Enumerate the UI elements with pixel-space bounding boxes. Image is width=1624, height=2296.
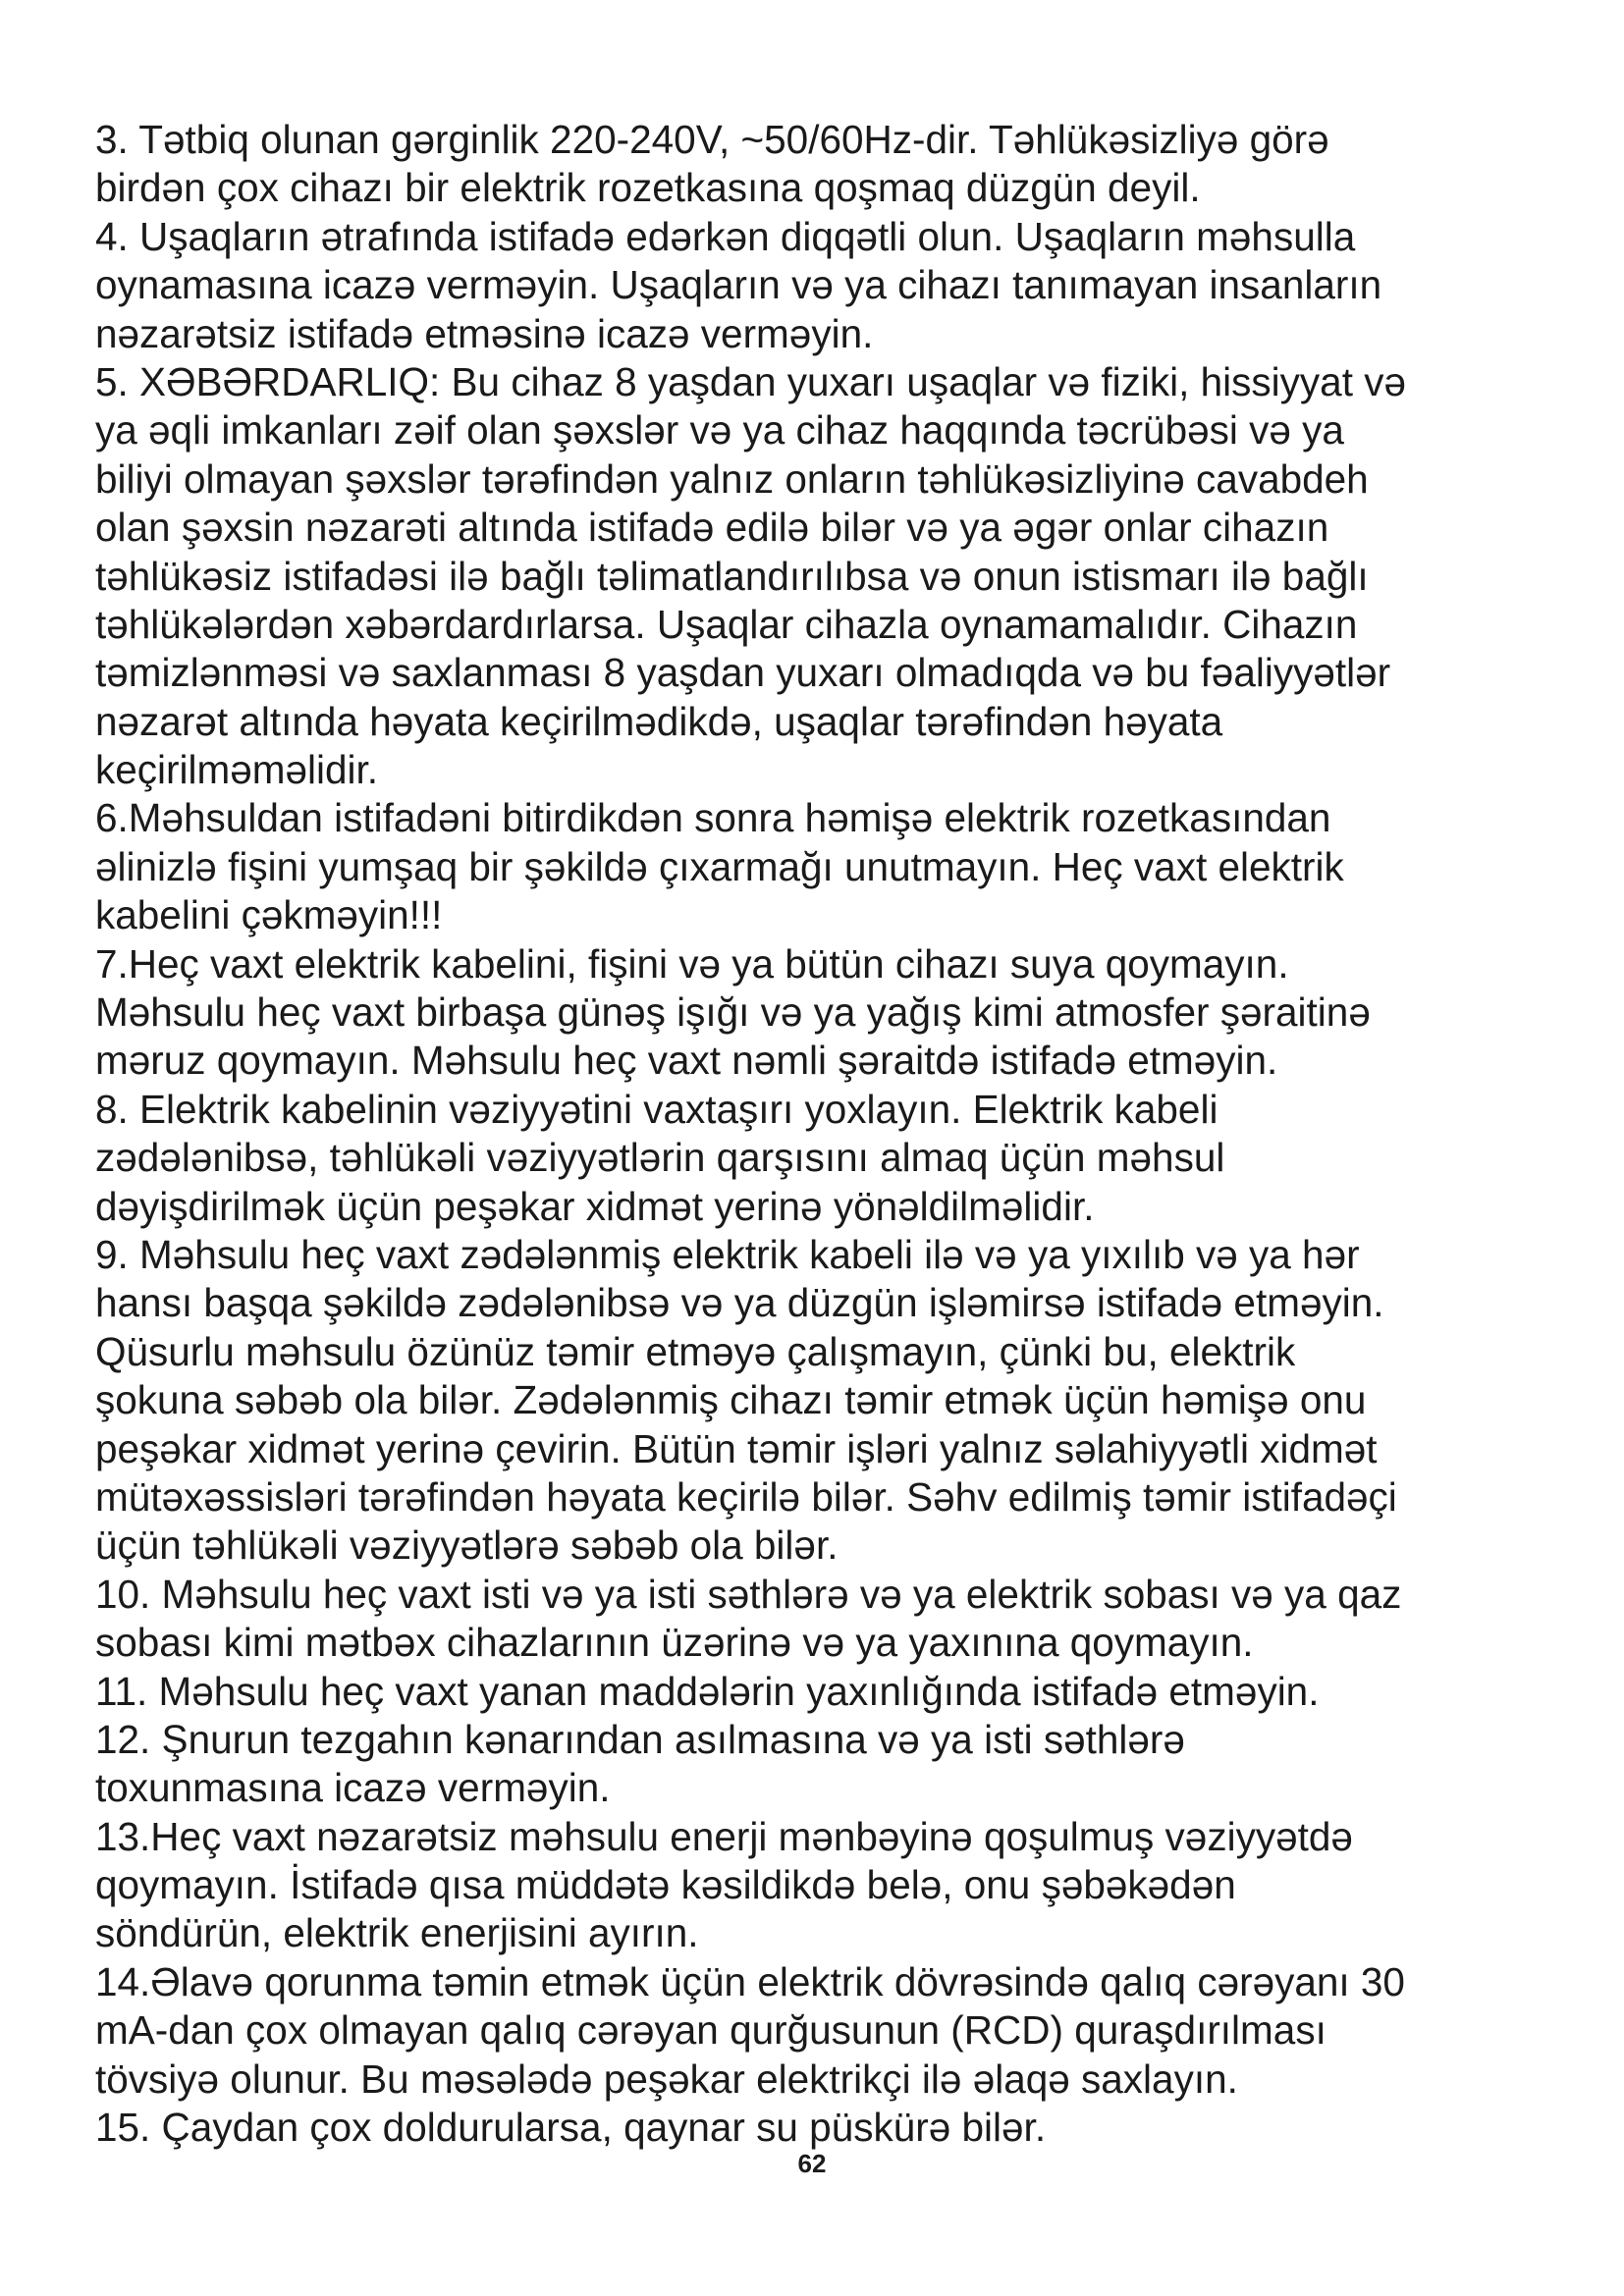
text-line: 12. Şnurun tezgahın kənarından asılmasına və ya isti səthlərə: [95, 1716, 1185, 1762]
text-line: 11. Məhsulu heç vaxt yanan maddələrin yaxınlığında istifadə etməyin.: [95, 1668, 1320, 1714]
text-line: məruz qoymayın. Məhsulu heç vaxt nəmli şəraitdə istifadə etməyin.: [95, 1038, 1278, 1084]
text-line: üçün təhlükəli vəziyyətlərə səbəb ola bilər.: [95, 1522, 839, 1569]
text-line: hansı başqa şəkildə zədələnibsə və ya düzgün işləmirsə istifadə etməyin.: [95, 1280, 1384, 1326]
text-line: 3. Tətbiq olunan gərginlik 220-240V, ~50/60Hz-dir. Təhlükəsizliyə görə: [95, 117, 1329, 162]
text-line: Məhsulu heç vaxt birbaşa günəş işığı və ya yağış kimi atmosfer şəraitinə: [95, 989, 1371, 1036]
text-line: 15. Çaydan çox doldurularsa, qaynar su püskürə bilər.: [95, 2105, 1047, 2151]
text-line: birdən çox cihazı bir elektrik rozetkasına qoşmaq düzgün deyil.: [95, 165, 1201, 211]
text-line: təmizlənməsi və saxlanması 8 yaşdan yuxarı olmadıqda və bu fəaliyyətlər: [95, 650, 1391, 696]
text-line: şokuna səbəb ola bilər. Zədələnmiş cihazı təmir etmək üçün həmişə onu: [95, 1377, 1367, 1423]
text-line: qoymayın. İstifadə qısa müddətə kəsildikdə belə, onu şəbəkədən: [95, 1862, 1236, 1908]
text-line: 14.Əlavə qorunma təmin etmək üçün elektrik dövrəsində qalıq cərəyanı 30: [95, 1958, 1405, 2004]
text-line: 7.Heç vaxt elektrik kabelini, fişini və ya bütün cihazı suya qoymayın.: [95, 940, 1289, 987]
text-line: dəyişdirilmək üçün peşəkar xidmət yerinə yönəldilməlidir.: [95, 1183, 1095, 1229]
text-line: peşəkar xidmət yerinə çevirin. Bütün təmir işləri yalnız səlahiyyətli xidmət: [95, 1425, 1378, 1471]
text-line: toxunmasına icazə verməyin.: [95, 1765, 611, 1811]
page-number: 62: [797, 2149, 827, 2178]
text-line: 13.Heç vaxt nəzarətsiz məhsulu enerji mənbəyinə qoşulmuş vəziyyətdə: [95, 1813, 1353, 1859]
text-line: oynamasına icazə verməyin. Uşaqların və ya cihazı tanımayan insanların: [95, 262, 1382, 308]
safety-instructions-text: [95, 116, 1546, 2152]
text-line: olan şəxsin nəzarəti altında istifadə edilə bilər və ya əgər onlar cihazın: [95, 505, 1329, 551]
text-line: nəzarət altında həyata keçirilmədikdə, uşaqlar tərəfindən həyata: [95, 698, 1223, 744]
text-line: mütəxəssisləri tərəfindən həyata keçirilə bilər. Səhv edilmiş təmir istifadəçi: [95, 1473, 1397, 1520]
text-line: təhlükələrdən xəbərdardırlarsa. Uşaqlar cihazla oynamamalıdır. Cihazın: [95, 601, 1358, 647]
text-line: təhlükəsiz istifadəsi ilə bağlı təlimatlandırılıbsa və onun istismarı ilə bağlı: [95, 553, 1369, 599]
text-line: söndürün, elektrik enerjisini ayırın.: [95, 1910, 699, 1956]
text-line: 6.Məhsuldan istifadəni bitirdikdən sonra həmişə elektrik rozetkasından: [95, 795, 1331, 841]
text-line: 4. Uşaqların ətrafında istifadə edərkən diqqətli olun. Uşaqların məhsulla: [95, 213, 1356, 259]
text-line: nəzarətsiz istifadə etməsinə icazə verməyin.: [95, 310, 874, 356]
text-line: 5. XƏBƏRDARLIQ: Bu cihaz 8 yaşdan yuxarı uşaqlar və fiziki, hissiyyat və: [95, 358, 1406, 404]
text-line: ya əqli imkanları zəif olan şəxslər və ya cihaz haqqında təcrübəsi və ya: [95, 407, 1344, 454]
text-line: 8. Elektrik kabelinin vəziyyətini vaxtaşırı yoxlayın. Elektrik kabeli: [95, 1086, 1218, 1132]
text-line: mA-dan çox olmayan qalıq cərəyan qurğusunun (RCD) quraşdırılması: [95, 2007, 1326, 2054]
text-line: kabelini çəkməyin!!!: [95, 892, 443, 938]
text-line: 10. Məhsulu heç vaxt isti və ya isti səthlərə və ya elektrik sobası və ya qaz: [95, 1571, 1402, 1617]
text-line: əlinizlə fişini yumşaq bir şəkildə çıxarmağı unutmayın. Heç vaxt elektrik: [95, 843, 1344, 889]
text-line: 9. Məhsulu heç vaxt zədələnmiş elektrik kabeli ilə və ya yıxılıb və ya hər: [95, 1231, 1360, 1277]
text-line: tövsiyə olunur. Bu məsələdə peşəkar elektrikçi ilə əlaqə saxlayın.: [95, 2056, 1238, 2102]
text-line: zədələnibsə, təhlükəli vəziyyətlərin qarşısını almaq üçün məhsul: [95, 1135, 1225, 1181]
text-line: keçirilməməlidir.: [95, 747, 379, 793]
text-line: Qüsurlu məhsulu özünüz təmir etməyə çalışmayın, çünki bu, elektrik: [95, 1328, 1296, 1374]
text-line: sobası kimi mətbəx cihazlarının üzərinə və ya yaxınına qoymayın.: [95, 1620, 1254, 1666]
text-line: biliyi olmayan şəxslər tərəfindən yalnız onların təhlükəsizliyinə cavabdeh: [95, 455, 1369, 502]
